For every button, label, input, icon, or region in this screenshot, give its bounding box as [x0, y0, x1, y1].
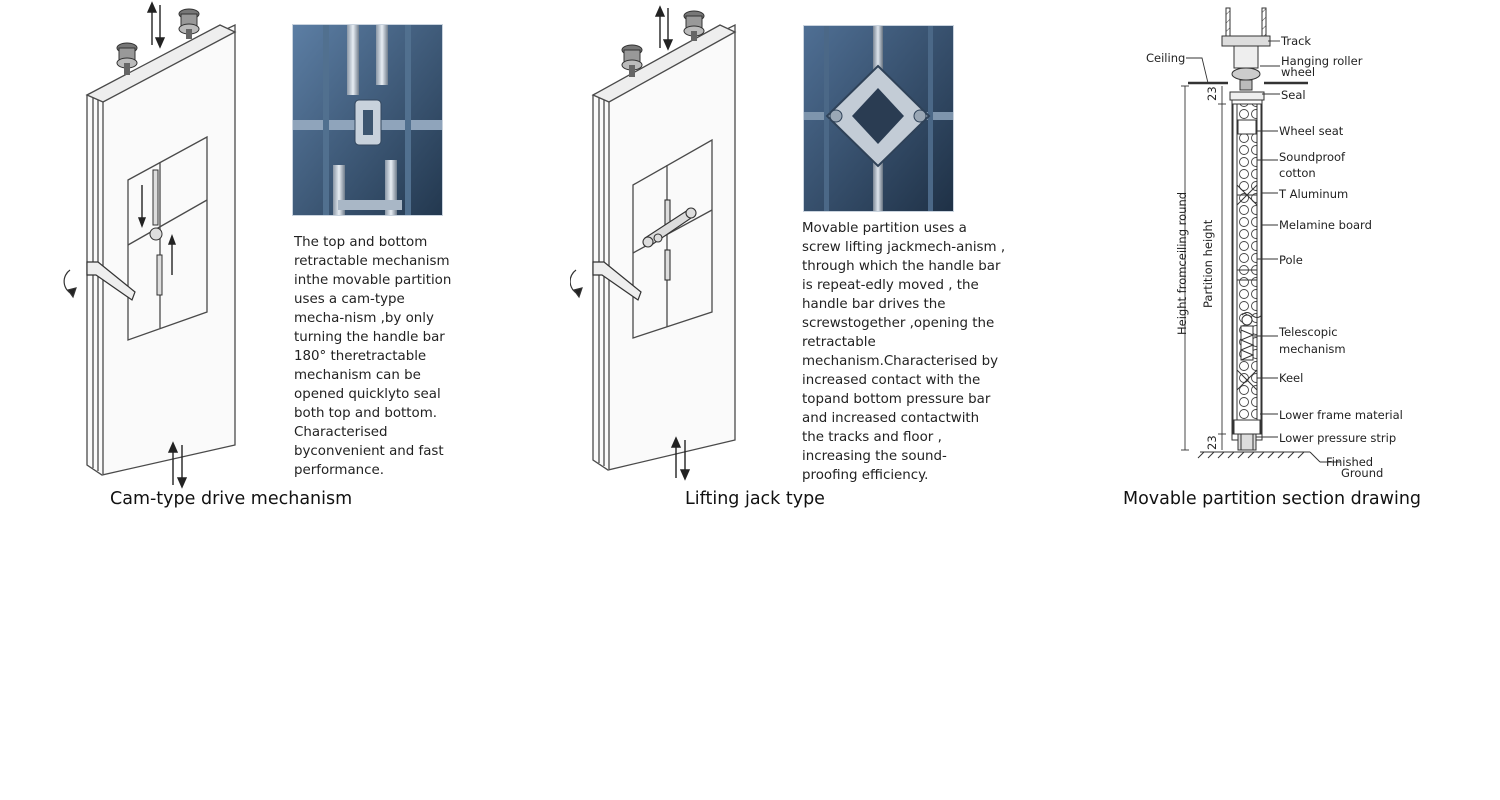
description-line: Characterised: [294, 425, 388, 440]
description-line: mechanism.Characterised by: [802, 354, 999, 369]
description-line: increased contact with the: [802, 373, 981, 388]
description-line: increasing the sound-: [802, 449, 947, 464]
description-line: performance.: [294, 463, 385, 478]
jack-description: [802, 219, 1005, 485]
description-line: and increased contactwith: [802, 411, 980, 426]
label-lower-strip: Lower pressure strip: [1279, 431, 1397, 445]
label-wheel-seat: Wheel seat: [1279, 124, 1344, 138]
description-line: inthe movable partition: [294, 273, 452, 288]
label-lower-frame: Lower frame material: [1279, 408, 1403, 422]
jack-caption: Lifting jack type: [685, 489, 825, 509]
description-line: proofing efficiency.: [802, 468, 929, 483]
description-line: opened quicklyto seal: [294, 387, 441, 402]
label-melamine: Melamine board: [1279, 218, 1372, 232]
cam-description: [294, 233, 451, 480]
description-line: topand bottom pressure bar: [802, 392, 991, 407]
description-line: retractable mechanism: [294, 254, 450, 269]
label-hanging-roller: Hanging roller: [1281, 54, 1363, 68]
description-line: mechanism can be: [294, 368, 421, 383]
description-line: retractable: [802, 335, 876, 350]
description-line: handle bar drives the: [802, 297, 946, 312]
description-line: 180° theretractable: [294, 349, 427, 364]
description-line: Movable partition uses a: [802, 221, 967, 236]
description-line: screw lifting jackmech-anism ,: [802, 240, 1006, 255]
partition-height-label: Partition height: [1201, 219, 1215, 308]
section-caption: Movable partition section drawing: [1123, 489, 1422, 509]
dim-top-label: 23: [1205, 86, 1219, 101]
label-pole: Pole: [1279, 253, 1303, 267]
label-t-aluminum: T Aluminum: [1279, 187, 1349, 201]
label-wheel: wheel: [1281, 65, 1316, 79]
dim-bottom-label: 23: [1205, 435, 1219, 450]
description-line: screwstogether ,opening the: [802, 316, 995, 331]
description-line: both top and bottom.: [294, 406, 438, 421]
description-line: byconvenient and fast: [294, 444, 444, 459]
label-finished: Finished: [1326, 455, 1374, 469]
height-from-ceiling-label: Height fromceiling round: [1175, 191, 1189, 335]
label-telescopic: Telescopic: [1279, 325, 1338, 339]
cam-caption: Cam-type drive mechanism: [110, 489, 353, 509]
label-track: Track: [1281, 34, 1312, 48]
label-ceiling: Ceiling: [1146, 51, 1186, 65]
label-keel: Keel: [1279, 371, 1304, 385]
description-line: uses a cam-type: [294, 292, 405, 307]
cam-panel-illustration: [60, 0, 260, 490]
label-seal: Seal: [1281, 88, 1306, 102]
cam-mechanism-photo: [292, 24, 443, 216]
description-line: through which the handle bar: [802, 259, 1001, 274]
description-line: is repeat-edly moved , the: [802, 278, 979, 293]
label-mechanism: mechanism: [1279, 342, 1346, 356]
label-ground: Ground: [1341, 466, 1384, 480]
description-line: mecha-nism ,by only: [294, 311, 434, 326]
description-line: turning the handle bar: [294, 330, 445, 345]
description-line: The top and bottom: [294, 235, 428, 250]
section-drawing: [1130, 0, 1430, 485]
jack-panel-illustration: [570, 0, 770, 490]
label-soundproof: Soundproof: [1279, 150, 1346, 164]
jack-mechanism-photo: [803, 25, 954, 212]
label-cotton: cotton: [1279, 166, 1316, 180]
description-line: the tracks and floor ,: [802, 430, 942, 445]
